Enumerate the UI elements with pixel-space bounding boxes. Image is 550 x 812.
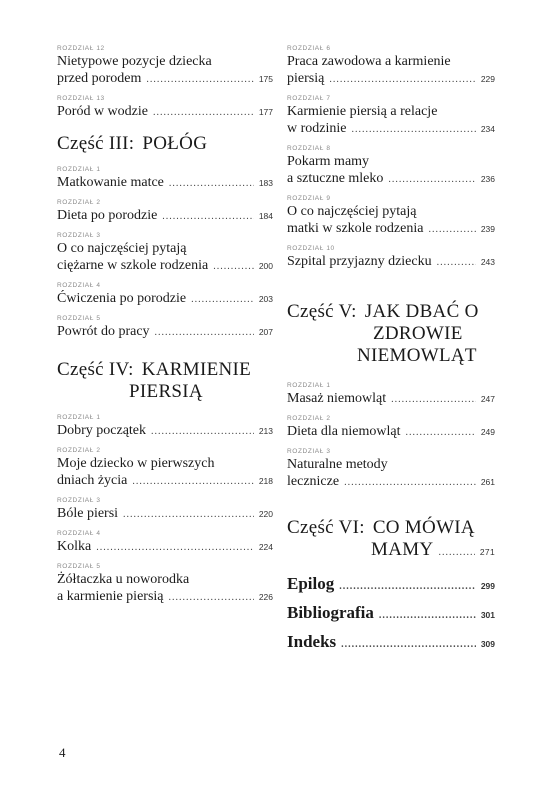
page-ref: 301 xyxy=(480,610,495,620)
dot-leader xyxy=(191,291,254,308)
chapter-label: ROZDZIAŁ 13 xyxy=(57,95,105,102)
page-ref: 249 xyxy=(480,427,495,437)
entry-title-line: Dobry początek xyxy=(57,423,147,438)
entry-title-line: a karmienie piersią xyxy=(57,589,164,604)
chapter-label: ROZDZIAŁ 4 xyxy=(57,282,101,289)
entry-title-line: Szpital przyjazny dziecku xyxy=(287,254,432,269)
page-ref: 200 xyxy=(258,261,273,271)
part-heading xyxy=(57,359,273,403)
part-label: Część IV: xyxy=(57,359,134,380)
dot-leader xyxy=(123,506,254,523)
part-heading xyxy=(287,301,495,367)
chapter-label: ROZDZIAŁ 3 xyxy=(57,232,101,239)
part-title: NIEMOWLĄT xyxy=(357,345,477,366)
toc-entry xyxy=(287,414,495,441)
dot-leader xyxy=(329,71,475,88)
toc-entry xyxy=(57,94,273,121)
page-ref: 234 xyxy=(480,124,495,134)
page-ref: 309 xyxy=(480,639,495,649)
dot-leader xyxy=(437,254,476,271)
chapter-label: ROZDZIAŁ 2 xyxy=(287,415,331,422)
page-number: 4 xyxy=(59,745,66,760)
entry-title-line: przed porodem xyxy=(57,71,142,86)
chapter-label: ROZDZIAŁ 3 xyxy=(287,448,331,455)
part-heading xyxy=(57,133,273,155)
entry-title-line: piersią xyxy=(287,71,325,86)
toc-left-column xyxy=(57,44,273,606)
toc-entry xyxy=(57,44,273,88)
dot-leader xyxy=(155,324,254,341)
page-ref: 183 xyxy=(258,178,273,188)
page-ref: 177 xyxy=(258,107,273,117)
dot-leader xyxy=(153,104,254,121)
toc-entry xyxy=(287,244,495,271)
page-ref: 243 xyxy=(480,257,495,267)
toc-entry xyxy=(57,413,273,440)
entry-title-line: a sztuczne mleko xyxy=(287,171,384,186)
entry-title-line: Masaż niemowląt xyxy=(287,391,387,406)
page-ref: 247 xyxy=(480,394,495,404)
page-ref: 239 xyxy=(480,224,495,234)
entry-title-line: lecznicze xyxy=(287,474,340,489)
toc-entry xyxy=(287,381,495,408)
chapter-label: ROZDZIAŁ 1 xyxy=(287,382,331,389)
entry-title-line: Ćwiczenia po porodzie xyxy=(57,291,187,306)
entry-title-line: Bóle piersi xyxy=(57,506,119,521)
toc-entry xyxy=(287,194,495,238)
page-ref: 218 xyxy=(258,476,273,486)
page-ref: 220 xyxy=(258,509,273,519)
dot-leader xyxy=(213,258,254,275)
part-title: MAMY xyxy=(371,539,434,560)
entry-title-line: Dieta po porodzie xyxy=(57,208,158,223)
page-ref: 224 xyxy=(258,542,273,552)
page-ref: 226 xyxy=(258,592,273,602)
dot-leader xyxy=(438,542,474,564)
toc-entry xyxy=(57,496,273,523)
entry-title-line: Naturalne metody xyxy=(287,457,388,472)
chapter-label: ROZDZIAŁ 6 xyxy=(287,45,331,52)
dot-leader xyxy=(169,175,254,192)
page-ref: 236 xyxy=(480,174,495,184)
page-ref: 261 xyxy=(480,477,495,487)
toc-entry xyxy=(287,144,495,188)
chapter-label: ROZDZIAŁ 4 xyxy=(57,530,101,537)
entry-title-line: Żółtaczka u noworodka xyxy=(57,572,190,587)
dot-leader xyxy=(339,577,476,597)
dot-leader xyxy=(428,221,475,238)
toc-entry xyxy=(57,231,273,275)
chapter-label: ROZDZIAŁ 5 xyxy=(57,563,101,570)
page-ref: 213 xyxy=(258,426,273,436)
entry-title-line: Bibliografia xyxy=(287,603,374,622)
chapter-label: ROZDZIAŁ 10 xyxy=(287,245,335,252)
dot-leader xyxy=(391,391,476,408)
part-title: ZDROWIE xyxy=(373,323,463,344)
chapter-label: ROZDZIAŁ 2 xyxy=(57,447,101,454)
dot-leader xyxy=(388,171,475,188)
dot-leader xyxy=(379,606,476,626)
chapter-label: ROZDZIAŁ 8 xyxy=(287,145,331,152)
toc-entry xyxy=(57,446,273,490)
entry-title-line: Kolka xyxy=(57,539,92,554)
toc-entry xyxy=(57,281,273,308)
toc-entry xyxy=(287,574,495,597)
entry-title-line: Epilog xyxy=(287,574,335,593)
page-ref: 184 xyxy=(258,211,273,221)
entry-title-line: w rodzinie xyxy=(287,121,347,136)
entry-title-line: Nietypowe pozycje dziecka xyxy=(57,54,212,69)
entry-title-line: Powrót do pracy xyxy=(57,324,150,339)
toc-entry xyxy=(287,44,495,88)
dot-leader xyxy=(132,473,253,490)
part-label: Część III: xyxy=(57,133,135,154)
chapter-label: ROZDZIAŁ 2 xyxy=(57,199,101,206)
chapter-label: ROZDZIAŁ 7 xyxy=(287,95,331,102)
part-title: PIERSIĄ xyxy=(129,381,203,402)
chapter-label: ROZDZIAŁ 1 xyxy=(57,414,101,421)
dot-leader xyxy=(151,423,254,440)
entry-title-line: Pokarm mamy xyxy=(287,154,370,169)
part-title: KARMIENIE xyxy=(141,359,252,380)
part-title: JAK DBAĆ O xyxy=(364,301,479,322)
chapter-label: ROZDZIAŁ 5 xyxy=(57,315,101,322)
chapter-label: ROZDZIAŁ 3 xyxy=(57,497,101,504)
entry-title-line: Moje dziecko w pierwszych xyxy=(57,456,215,471)
dot-leader xyxy=(162,208,254,225)
part-label: Część VI: xyxy=(287,517,365,538)
dot-leader xyxy=(341,635,476,655)
entry-title-line: dniach życia xyxy=(57,473,128,488)
toc-entry xyxy=(57,314,273,341)
entry-title-line: Karmienie piersią a relacje xyxy=(287,104,438,119)
part-heading xyxy=(287,517,495,564)
chapter-label: ROZDZIAŁ 12 xyxy=(57,45,105,52)
entry-title-line: O co najczęściej pytają xyxy=(57,241,187,256)
toc-entry xyxy=(287,632,495,655)
entry-title-line: Indeks xyxy=(287,632,337,651)
dot-leader xyxy=(169,589,254,606)
dot-leader xyxy=(146,71,253,88)
part-label: Część V: xyxy=(287,301,357,322)
entry-title-line: Poród w wodzie xyxy=(57,104,148,119)
toc-entry xyxy=(287,447,495,491)
dot-leader xyxy=(351,121,475,138)
entry-title-line: Dieta dla niemowląt xyxy=(287,424,401,439)
toc-entry xyxy=(57,198,273,225)
entry-title-line: matki w szkole rodzenia xyxy=(287,221,424,236)
page-ref: 207 xyxy=(258,327,273,337)
toc-right-column xyxy=(287,44,495,655)
page-ref: 229 xyxy=(480,74,495,84)
entry-title-line: Praca zawodowa a karmienie xyxy=(287,54,451,69)
part-title: CO MÓWIĄ xyxy=(372,517,475,538)
chapter-label: ROZDZIAŁ 9 xyxy=(287,195,331,202)
entry-title-line: Matkowanie matce xyxy=(57,175,164,190)
part-title: POŁÓG xyxy=(142,133,208,154)
page-ref: 203 xyxy=(258,294,273,304)
dot-leader xyxy=(344,474,476,491)
page-ref: 175 xyxy=(258,74,273,84)
toc-entry xyxy=(287,94,495,138)
toc-entry xyxy=(57,165,273,192)
entry-title-line: O co najczęściej pytają xyxy=(287,204,417,219)
dot-leader xyxy=(406,424,476,441)
toc-entry xyxy=(57,562,273,606)
dot-leader xyxy=(96,539,254,556)
page-ref: 299 xyxy=(480,581,495,591)
toc-entry xyxy=(57,529,273,556)
chapter-label: ROZDZIAŁ 1 xyxy=(57,166,101,173)
toc-entry xyxy=(287,603,495,626)
end-matter xyxy=(287,574,495,655)
entry-title-line: ciężarne w szkole rodzenia xyxy=(57,258,209,273)
page-ref: 271 xyxy=(479,547,495,557)
